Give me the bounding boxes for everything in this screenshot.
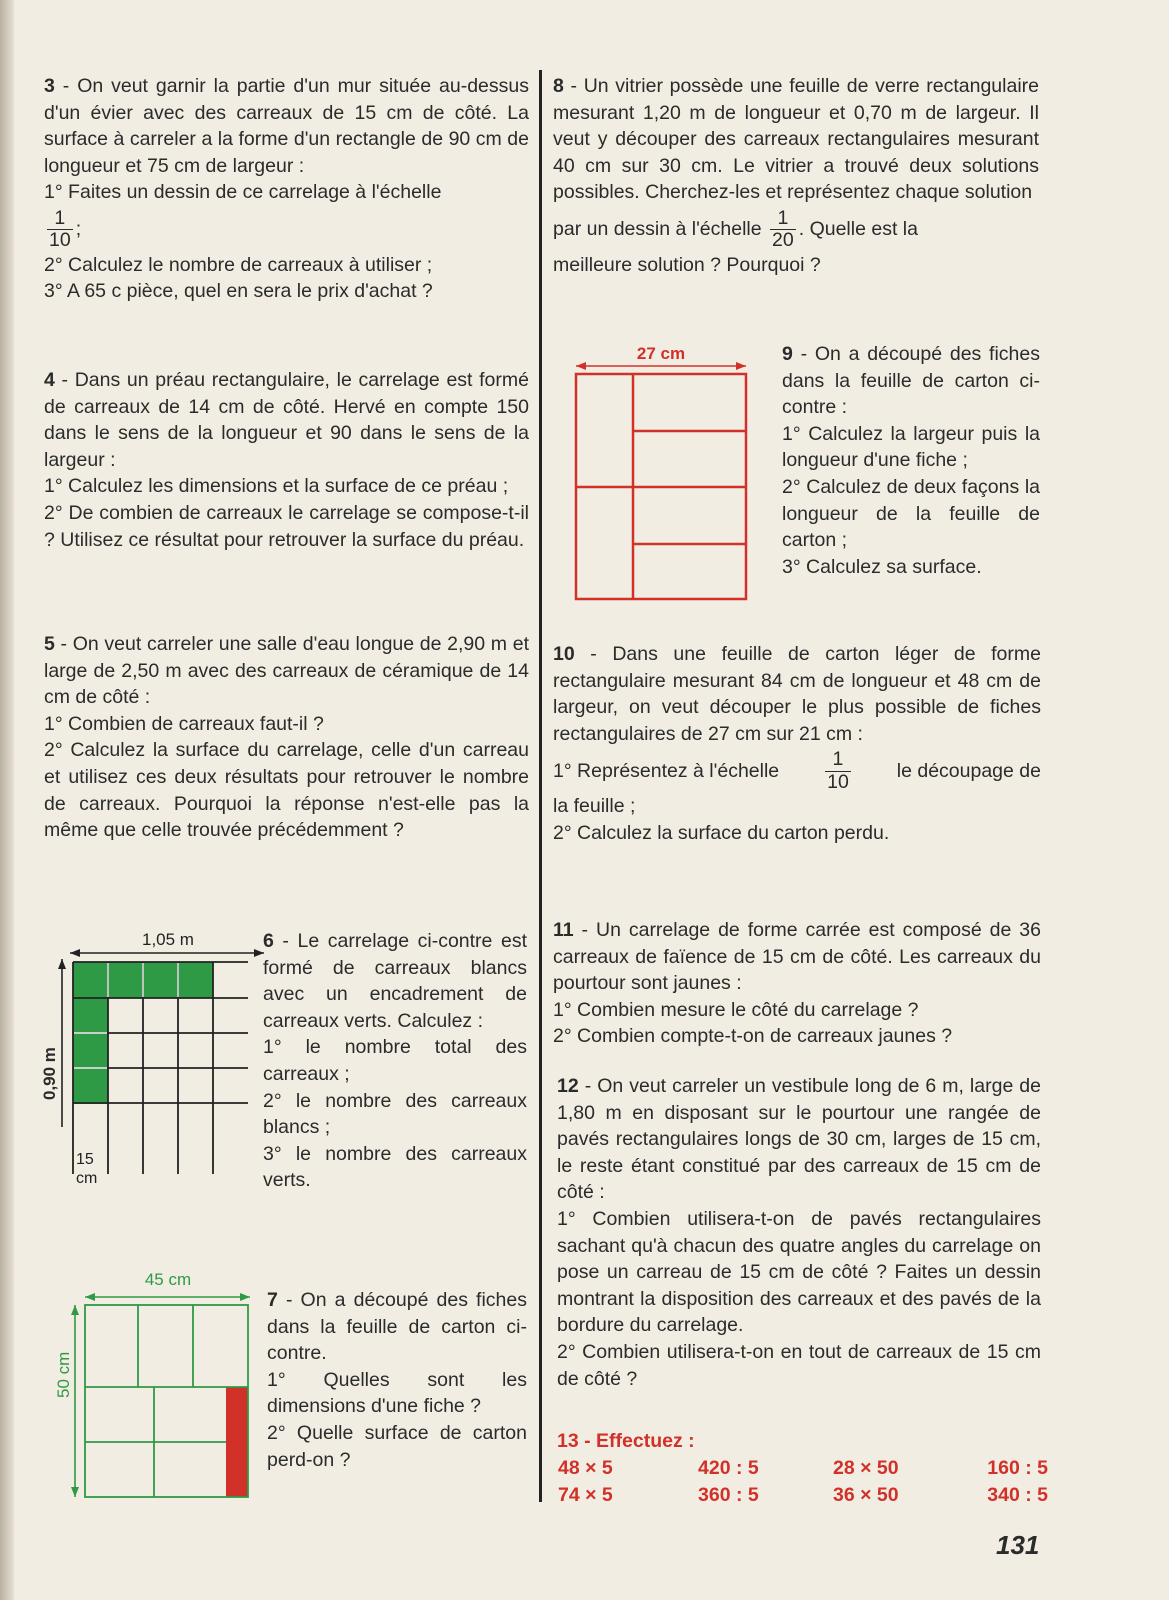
exercise-text: Dans un préau rectangulaire, le carrelage est formé de carreaux de 14 cm de côté. Hervé en compte 150 dans le sens de la longueur et 90 dans le sens de la largeur : — [44, 369, 529, 471]
question-2: 2° Calculez la surface du carrelage, celle d'un carreau et utilisez ces deux résultats pour retrouver le nombre de carreaux. Pourquoi la réponse n'est-elle pas la même que celle trouvée précédemment ? — [44, 739, 529, 842]
exercise-text: On veut garnir la partie d'un mur située au-dessus d'un évier avec des carreaux de 15 cm de côté. La surface à carreler a la forme d'un rectangle de 90 cm de longueur et 75 cm de largeur : — [44, 75, 529, 177]
fraction: $\frac{1}{10}$ — [827, 748, 849, 793]
exercise-11: 11 - Un carrelage de forme carrée est composé de 36 carreaux de faïence de 15 cm de côté. Les carreaux du pourtour sont jaunes : 1° Combien mesure le côté du carrelage ? 2° Combien compte-t-on de carreaux jaunes ? — [553, 919, 1041, 1048]
operation: 36 × 50 — [833, 1484, 899, 1506]
exercise-number: 8 — [553, 75, 564, 97]
exercise-text: Le carrelage ci-contre est formé de carreaux blancs avec un encadrement de carreaux verts. Calculez : — [263, 930, 527, 1032]
question-3: 3° Calculez sa surface. — [782, 555, 982, 578]
width-label: 27 cm — [636, 344, 686, 363]
operation: 28 × 50 — [833, 1457, 899, 1479]
tile-size-unit: cm — [76, 1170, 98, 1187]
exercise-text: Un carrelage de forme carrée est composé de 36 carreaux de faïence de 15 cm de côté. Les carreaux du pourtour sont jaunes : — [553, 919, 1041, 995]
card-figure-green — [48, 1265, 258, 1505]
exercise-number: 10 — [553, 643, 575, 665]
exercise-12: 12 - On veut carreler un vestibule long de 6 m, large de 1,80 m en disposant sur le pourtour une rangée de pavés rectangulaires longs de 30 cm, larges de 15 cm, le reste étant constitué par des carreaux de 15 cm de côté : 1° Combien utilisera-t-on de pavés rectangulaires sachant qu'à chacun des quatre angles du carrelage on pose un carreau de 15 cm de côté ? Faites un dessin montrant la disposition des carreaux et des pavés de la bordure du carrelage. 2° Combien utilisera-t-on en tout de carreaux de 15 cm de côté ? — [557, 1075, 1041, 1390]
question-1: 1° Combien de carreaux faut-il ? — [44, 712, 324, 735]
exercise-text: Dans une feuille de carton léger de forme rectangulaire mesurant 84 cm de longueur et 48 cm de largeur, on veut découper le plus possible de fiches rectangulaires de 27 cm sur 21 cm : — [553, 643, 1041, 745]
fraction: $\frac{1}{10}$ — [49, 206, 71, 252]
page-number: 131 — [996, 1530, 1040, 1560]
height-label-text: 50 cm — [54, 1351, 73, 1398]
operations-row — [558, 1482, 1048, 1509]
exercise-7: 7 - On a découpé des fiches dans la feuille de carton ci-contre. 1° Quelles sont les dimensions d'une fiche ? 2° Quelle surface de carton perd-on ? — [267, 1289, 527, 1471]
exercise-13-title: 13 - Effectuez : — [557, 1430, 695, 1452]
waste-strip — [226, 1387, 248, 1497]
operations-grid — [558, 1455, 1048, 1509]
question-2: 2° Quelle surface de carton perd-on ? — [267, 1421, 527, 1471]
ex7-height-box — [54, 1310, 76, 1410]
question-1: 1° Calculez les dimensions et la surface de ce préau ; — [44, 475, 509, 498]
width-label: 45 cm — [144, 1270, 192, 1289]
card-lines — [576, 374, 746, 599]
fraction: $\frac{1}{20}$ — [772, 206, 794, 252]
question-2: 2° Calculez de deux façons la longueur de la feuille de carton ; — [782, 475, 1040, 552]
height-label-box — [40, 1030, 60, 1100]
width-label: 1,05 m — [142, 930, 194, 949]
question-3: 3° A 65 c pièce, quel en sera le prix d'achat ? — [44, 280, 433, 303]
exercise-6: 6 - Le carrelage ci-contre est formé de carreaux blancs avec un encadrement de carreaux verts. Calculez : 1° le nombre total des carreaux ; 2° le nombre des carreaux blancs ; 3° le nombre des carreaux verts. — [263, 930, 527, 1192]
exercise-text: On veut carreler une salle d'eau longue de 2,90 m et large de 2,50 m avec des carreaux de céramique de 14 cm de côté : — [44, 633, 529, 709]
tiling-figure-green — [36, 927, 266, 1202]
column-divider — [539, 70, 542, 1502]
exercise-9: 9 - On a découpé des fiches dans la feuille de carton ci-contre : 1° Calculez la largeur puis la longueur d'une fiche ; 2° Calculez de deux façons la longueur de la feuille de carton ; 3° Calculez sa surface. — [782, 343, 1040, 578]
question-1: 1° Faites un dessin de ce carrelage à l'échelle — [44, 181, 442, 204]
card-lines — [85, 1305, 248, 1497]
operation: 74 × 5 — [558, 1484, 613, 1506]
operations-row — [558, 1455, 1048, 1482]
exercise-number: 3 — [44, 75, 55, 97]
question-2: 2° Calculez la surface du carton perdu. — [553, 821, 890, 844]
exercise-3: 3 - On veut garnir la partie d'un mur située au-dessus d'un évier avec des carreaux de 15 cm de côté. La surface à carreler a la forme d'un rectangle de 90 cm de longueur et 75 cm de largeur : 1° Faites un dessin de ce carrelage à l'échelle $\frac{1}{10}$ ; 2° Calculez le nombre de carreaux à utiliser ; 3° A 65 c pièce, quel en sera le prix d'achat ? — [44, 75, 529, 303]
exercise-10: 10 - Dans une feuille de carton léger de forme rectangulaire mesurant 84 cm de longueur et 48 cm de largeur, on veut découper le plus possible de fiches rectangulaires de 27 cm sur 21 cm : 1° Représentez à l'échelle $\frac{1}{10}$ le découpage de la feuille ; 2° Calculez la surface du carton perdu. — [553, 643, 1041, 844]
exercise-number: 13 — [557, 1430, 579, 1452]
question-1: 1° Quelles sont les dimensions d'une fiche ? — [267, 1368, 527, 1418]
operation: 360 : 5 — [698, 1484, 759, 1506]
question-2: 2° De combien de carreaux le carrelage se compose-t-il ? Utilisez ce résultat pour retrouver la surface du préau. — [44, 501, 529, 551]
exercise-text: On a découpé des fiches dans la feuille de carton ci-contre : — [782, 343, 1040, 419]
exercise-text: Effectuez : — [596, 1430, 695, 1452]
question-2: 2° Combien utilisera-t-on en tout de carreaux de 15 cm de côté ? — [557, 1340, 1041, 1390]
question-2: 2° Combien compte-t-on de carreaux jaunes ? — [553, 1025, 953, 1048]
question-1: 1° le nombre total des carreaux ; — [263, 1036, 527, 1085]
exercise-number: 4 — [44, 369, 55, 391]
exercise-number: 12 — [557, 1075, 579, 1097]
question-1: 1° Combien mesure le côté du carrelage ? — [553, 998, 919, 1021]
question-1: 1° Calculez la largeur puis la longueur d'une fiche ; — [782, 422, 1040, 472]
exercise-8: 8 - Un vitrier possède une feuille de verre rectangulaire mesurant 1,20 m de longueur et 0,70 m de largeur. Il veut y découper des carreaux rectangulaires mesurant 40 cm sur 30 cm. Le vitrier a trouvé deux solutions possibles. Cherchez-les et représentez chaque solution par un dessin à l'échelle $\frac{1}{20}$ . Quelle est la meilleure solution ? Pourquoi ? — [553, 75, 1039, 276]
question-end: meilleure solution ? Pourquoi ? — [553, 253, 821, 276]
question-2: 2° le nombre des carreaux blancs ; — [263, 1089, 527, 1139]
operation: 340 : 5 — [987, 1484, 1048, 1506]
question-3: 3° le nombre des carreaux verts. — [263, 1142, 527, 1192]
page-binding — [0, 0, 14, 1600]
exercise-4: 4 - Dans un préau rectangulaire, le carrelage est formé de carreaux de 14 cm de côté. Hervé en compte 150 dans le sens de la longueur et 90 dans le sens de la largeur : 1° Calculez les dimensions et la surface de ce préau ; 2° De combien de carreaux le carrelage se compose-t-il ? Utilisez ce résultat pour retrouver la surface du préau. — [44, 369, 529, 551]
operation: 420 : 5 — [698, 1457, 759, 1479]
operation: 48 × 5 — [558, 1457, 613, 1479]
exercise-number: 11 — [553, 919, 574, 941]
exercise-number: 9 — [782, 343, 793, 365]
exercise-text: On veut carreler un vestibule long de 6 m, large de 1,80 m en disposant sur le pourtour une rangée de pavés rectangulaires longs de 30 cm, larges de 15 cm, le reste étant constitué par des carreaux de 15 cm de côté : — [557, 1075, 1041, 1204]
question-2: 2° Calculez le nombre de carreaux à utiliser ; — [44, 253, 433, 276]
exercise-5: 5 - On veut carreler une salle d'eau longue de 2,90 m et large de 2,50 m avec des carreaux de céramique de 14 cm de côté : 1° Combien de carreaux faut-il ? 2° Calculez la surface du carrelage, celle d'un carreau et utilisez ces deux résultats pour retrouver le nombre de carreaux. Pourquoi la réponse n'est-elle pas la même que celle trouvée précédemment ? — [44, 633, 529, 842]
tile-size-label: 15 — [76, 1151, 94, 1168]
exercise-number: 5 — [44, 633, 55, 655]
operation: 160 : 5 — [987, 1457, 1048, 1479]
card-figure-red — [568, 341, 758, 606]
height-label-text: 0,90 m — [40, 1047, 59, 1100]
exercise-text: On a découpé des fiches dans la feuille de carton ci-contre. — [267, 1289, 527, 1365]
exercise-number: 7 — [267, 1289, 278, 1311]
question-1: 1° Combien utilisera-t-on de pavés rectangulaires sachant qu'à chacun des quatre angles du carrelage on pose un carreau de 15 cm de côté ? Faites un dessin montrant la disposition des carreaux et des pavés de la bordure du carrelage. — [557, 1207, 1041, 1337]
exercise-number: 6 — [263, 930, 274, 952]
exercise-text: Un vitrier possède une feuille de verre rectangulaire mesurant 1,20 m de longueur et 0,70 m de largeur. Il veut y découper des carreaux rectangulaires mesurant 40 cm sur 30 cm. Le vitrier a trouvé deux solutions possibles. Cherchez-les et représentez chaque solution — [553, 75, 1039, 204]
